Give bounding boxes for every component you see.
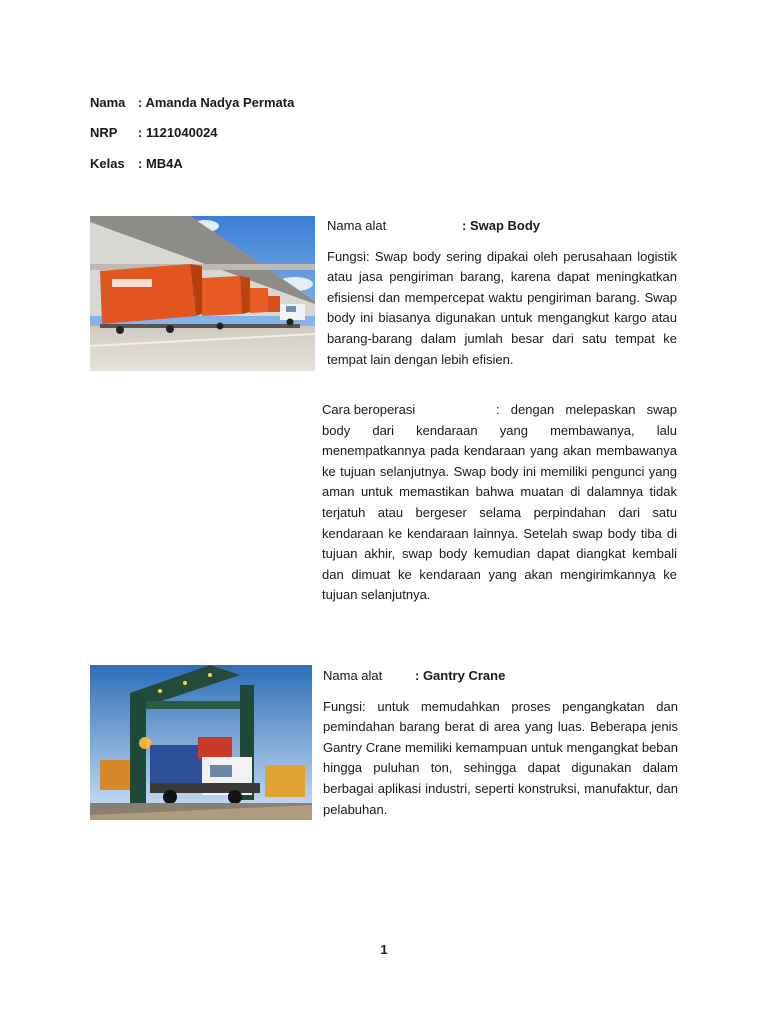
- tool-name-value: : Gantry Crane: [415, 668, 506, 683]
- swap-body-description: [327, 216, 677, 370]
- student-nrp-row: [90, 125, 218, 140]
- function-text: : untuk memudahkan proses pengangkatan dan pemindahan barang berat di area yang luas. Beberapa jenis Gantry Crane memiliki kemampuan untuk mengangkat beban hingga puluhan ton, sehingga dapat digunakan dalam berbagai aplikasi industri, seperti konstruksi, manufaktur, dan pelabuhan.: [323, 698, 678, 817]
- swap-body-function: [327, 247, 677, 371]
- student-class-row: [90, 156, 183, 171]
- gantry-crane-tool-row: [323, 666, 678, 687]
- swap-body-tool-row: [327, 216, 677, 237]
- tool-name-label: Nama alat: [323, 668, 383, 683]
- nrp-label: NRP: [90, 125, 118, 140]
- class-value: : MB4A: [138, 156, 183, 171]
- function-label: Fungsi: [323, 698, 363, 714]
- operation-text: : dengan melepaskan swap body dari kendaraan yang membawanya, lalu menempatkannya pada kendaraan yang akan membawanya ke tujuan selanjutnya. Swap body ini memiliki pengunci yang aman untuk memastikan bahwa muatan di dalamnya tidak terjatuh atau bergeser selama perpindahan dari satu kendaraan ke kendaraan lainnya. Setelah swap body tiba di tujuan akhir, swap body kemudian dapat diangkat kembali dan dimuat ke kendaraan yang akan mengirimkannya ke tujuan selanjutnya.: [322, 402, 677, 603]
- gantry-crane-description: [323, 666, 678, 820]
- function-text: : Swap body sering dipakai oleh perusahaan logistik atau jasa pengiriman barang, karena dapat meningkatkan efisiensi dan mempercepat waktu pengiriman barang. Swap body ini biasanya digunakan untuk mengangkut kargo atau barang-barang dalam jumlah besar dari satu tempat ke tempat lain dengan lebih efisien.: [327, 248, 677, 367]
- name-value: : Amanda Nadya Permata: [138, 95, 295, 110]
- swap-body-operation: [322, 400, 677, 606]
- page-number: 1: [380, 942, 388, 957]
- class-label: Kelas: [90, 156, 125, 171]
- tool-name-label: Nama alat: [327, 218, 387, 233]
- operation-label: Cara beroperasi: [322, 402, 416, 417]
- name-label: Nama: [90, 95, 126, 110]
- nrp-value: : 1121040024: [138, 125, 218, 140]
- function-label: Fungsi: [327, 248, 367, 264]
- student-name-row: [90, 95, 294, 110]
- gantry-crane-photo: [90, 665, 312, 820]
- swap-body-photo: [90, 216, 315, 371]
- tool-name-value: : Swap Body: [462, 218, 541, 233]
- gantry-crane-function: [323, 697, 678, 821]
